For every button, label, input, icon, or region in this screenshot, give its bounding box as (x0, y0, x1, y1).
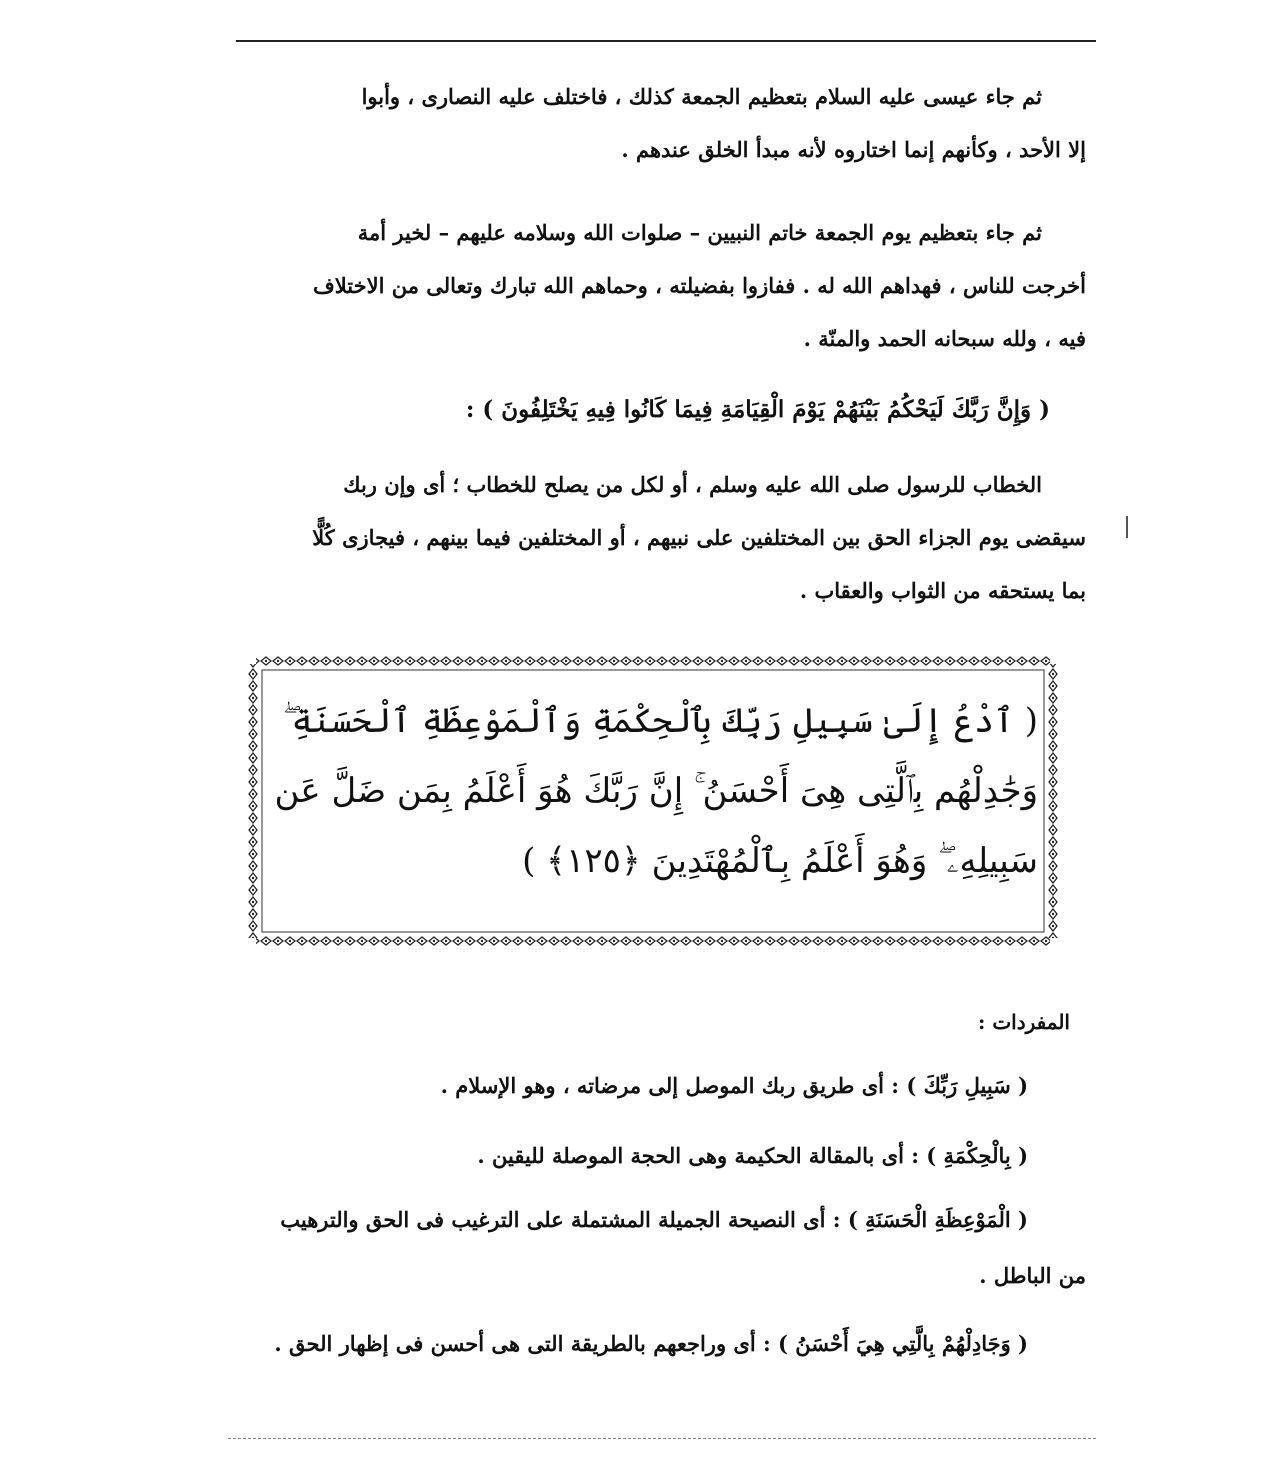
paragraph-line: فيه ، ولله سبحانه الحمد والمنّة . (803, 326, 1086, 351)
vocab-line: من الباطل . (979, 1263, 1086, 1288)
vocab-entry (236, 1128, 1086, 1184)
vocab-title: المفردات : (977, 1010, 1070, 1034)
vocab-entry (236, 1192, 1086, 1304)
vocab-line: ( وَجَادِلْهُمْ بِالَّتِي هِيَ أَحْسَنُ ) : أى وراجعهم بالطريقة التى هى أحسن فى إظهار الحق . (274, 1331, 1028, 1356)
top-rule (236, 40, 1096, 42)
commentary-paragraph (236, 458, 1086, 617)
verse-heading (236, 384, 1086, 436)
paragraph-line: الخطاب للرسول صلى الله عليه وسلم ، أو لكل من يصلح للخطاب ؛ أى وإن ربك (343, 472, 1042, 497)
paragraph-line: ثم جاء بتعظيم يوم الجمعة خاتم النبيين – صلوات الله وسلامه عليهم – لخير أمة (357, 220, 1042, 245)
quran-line: وَجَٰدِلْهُم بِٱلَّتِى هِىَ أَحْسَنُ ۚ إِنَّ رَبَّكَ هُوَ أَعْلَمُ بِمَن ضَلَّ عَن (274, 771, 1038, 811)
quran-verse-text (268, 686, 1038, 896)
paragraph-friday (236, 206, 1086, 365)
paragraph-line: سيقضى يوم الجزاء الحق بين المختلفين على نبيهم ، أو المختلفين فيما بينهم ، فيجازى كُلًّا (312, 525, 1086, 550)
vocab-line: ( سَبِيلِ رَبِّكَ ) : أى طريق ربك الموصل إلى مرضاته ، وهو الإسلام . (440, 1073, 1028, 1098)
paragraph-line: ثم جاء عيسى عليه السلام بتعظيم الجمعة كذلك ، فاختلف عليه النصارى ، وأبوا (361, 84, 1042, 109)
quran-line: سَبِيلِهِۦ ۖ وَهُوَ أَعْلَمُ بِٱلْمُهْتَدِينَ ﴿١٢٥﴾ ) (522, 841, 1038, 881)
quran-verse-box (248, 656, 1058, 946)
vocab-entry (236, 1058, 1086, 1114)
vocab-entry (236, 1316, 1086, 1372)
paragraph-isa (236, 70, 1086, 176)
vocab-line: ( الْمَوْعِظَةِ الْحَسَنَةِ ) : أى النصيحة الجميلة المشتملة على الترغيب فى الحق والترهيب (280, 1207, 1028, 1232)
paragraph-line: أخرجت للناس ، فهداهم الله له . ففازوا بفضيلته ، وحماهم الله تبارك وتعالى من الاختلاف (313, 273, 1086, 298)
paragraph-line: إلا الأحد ، وكأنهم إنما اختاروه لأنه مبدأ الخلق عندهم . (621, 137, 1086, 162)
paragraph-line: بما يستحقه من الثواب والعقاب . (799, 578, 1086, 603)
bottom-rule (228, 1438, 1096, 1439)
margin-mark (1126, 516, 1128, 538)
verse-heading-text: ( وَإِنَّ رَبَّكَ لَيَحْكُمُ بَيْنَهُمْ يَوْمَ الْقِيَامَةِ فِيمَا كَانُوا فِيهِ يَخْتَلِفُونَ ) : (465, 396, 1050, 423)
quran-line: ( ٱدْعُ إِلَىٰ سَبِيلِ رَبِّكَ بِٱلْحِكْمَةِ وَٱلْمَوْعِظَةِ ٱلْحَسَنَةِ ۖ (283, 701, 1038, 741)
vocab-line: ( بِالْحِكْمَةِ ) : أى بالمقالة الحكيمة وهى الحجة الموصلة لليقين . (477, 1143, 1028, 1168)
